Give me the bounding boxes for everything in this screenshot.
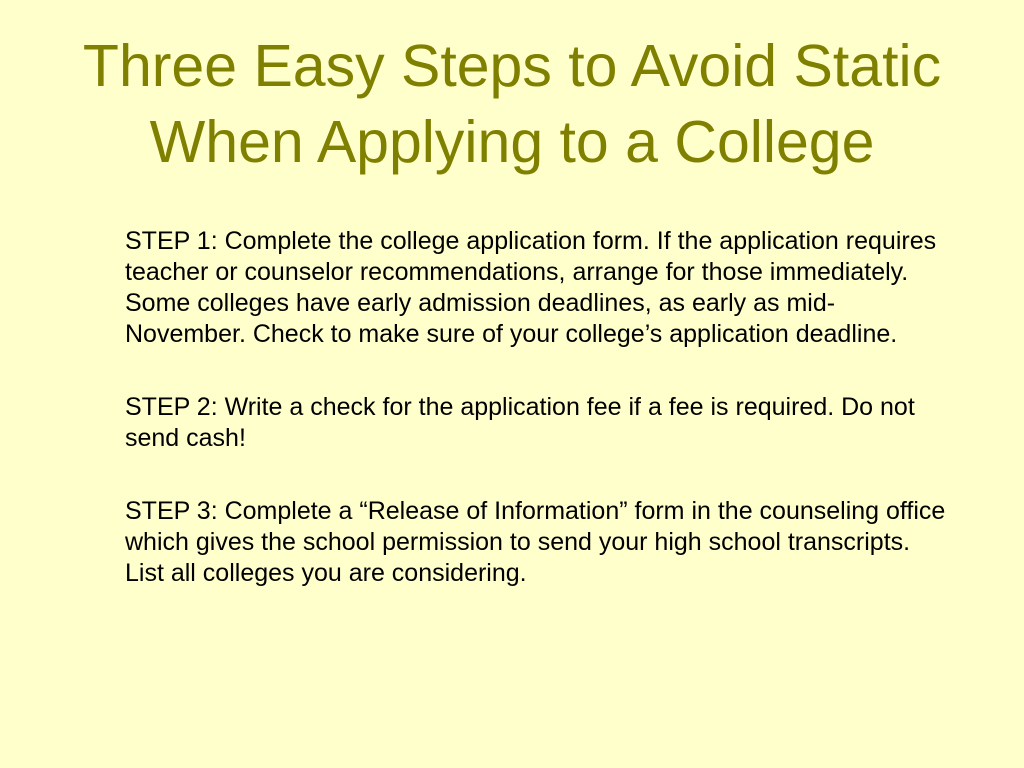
- step-1-paragraph: STEP 1: Complete the college application form. If the application requires teacher or counselor recommendations, arrange for those immediately. Some colleges have early admission deadlines, as early as mid-November. Check to make sure of your college’s application deadline.: [125, 227, 937, 348]
- step-2-paragraph: STEP 2: Write a check for the application fee if a fee is required. Do not send cash!: [125, 393, 915, 452]
- slide-title: Three Easy Steps to Avoid Static When Applying to a College: [82, 33, 942, 175]
- step-3-paragraph: STEP 3: Complete a “Release of Information” form in the counseling office which gives the school permission to send your high school transcripts. List all colleges you are considering.: [125, 497, 946, 587]
- slide-body: [125, 226, 955, 631]
